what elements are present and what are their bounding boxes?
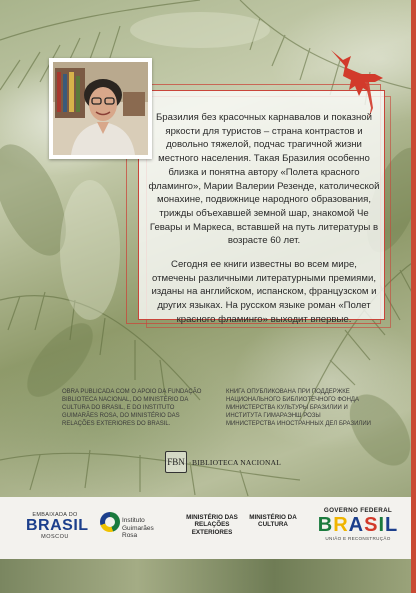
government-wordmark <box>314 514 402 536</box>
wordmark-letter: A <box>348 514 365 536</box>
annotation-paragraph-2: Сегодня ее книги известны во всем мире, отмечены различными литературными премиями, изданы на английском, испанском, французском и других языках. На русском языке роман «Полет красного фламинго» выходит впервые. <box>151 259 377 325</box>
annotation-text <box>148 111 380 337</box>
embassy-line-2: BRASIL <box>26 517 89 534</box>
wordmark-letter: S <box>364 514 379 536</box>
instituto-emblem-icon <box>100 512 120 532</box>
wordmark-letter: L <box>385 514 399 536</box>
ministry-relations-line-2: RELAÇÕES <box>194 521 230 529</box>
ministry-relations-line-3: EXTERIORES <box>191 528 233 536</box>
ministry-culture-logo <box>248 514 298 529</box>
embassy-line-3: MOSCOU <box>41 534 69 540</box>
federal-government-logo <box>314 507 402 541</box>
author-photo <box>49 58 152 159</box>
library-name: BIBLIOTECA NACIONAL <box>192 457 282 467</box>
bottom-foliage-strip <box>0 559 411 593</box>
wordmark-letter: B <box>317 514 334 536</box>
instituto-line-2: Guimarães Rosa <box>122 524 154 539</box>
embassy-logo <box>26 512 89 540</box>
library-seal-icon: FBN <box>165 451 187 473</box>
wordmark-letter: I <box>378 514 386 536</box>
ministry-culture-line-1: MINISTÉRIO DA <box>249 514 297 521</box>
instituto-line-1: Instituto <box>122 517 145 524</box>
biblioteca-nacional-logo <box>165 451 281 473</box>
government-line-1: GOVERNO FEDERAL <box>323 507 393 514</box>
annotation-paragraph-1: Бразилия без красочных карнавалов и показной яркости для туристов – страна контрастов и довольно тяжелой, подчас трагичной жизни местного населения. Такая Бразилия особенно близка и понятна автору «Полета красного фламинго», Марии Валерии Резенде, католической монахине, подвижнице народного образования, трижды объехавшей земной шар, знакомой Че Гевары и Маркеса, вставшей на путь литературы в возрасте 60 лет. <box>148 112 380 247</box>
spine-edge <box>411 0 416 593</box>
instituto-name <box>122 517 170 540</box>
government-slogan: UNIÃO E RECONSTRUÇÃO <box>325 536 391 541</box>
ministry-relations-line-1: MINISTÉRIO DAS <box>186 514 238 521</box>
ministry-culture-line-2: CULTURA <box>258 521 288 529</box>
support-note-portuguese: OBRA PUBLICADA COM O APOIO DA FUNDAÇÃO BIBLIOTECA NACIONAL, DO MINISTÉRIO DA CULTURA DO BRASIL, E DO INSTITUTO GUIMARÃES ROSA, DO MINISTÉRIO DAS RELAÇÕES EXTERIORES DO BRASIL. <box>62 389 202 427</box>
flamingo-silhouette-icon <box>325 48 387 120</box>
embassy-line-1: EMBAIXADA DO <box>32 512 78 518</box>
ministry-external-relations-logo <box>182 514 242 536</box>
wordmark-letter: R <box>333 514 349 536</box>
support-note-russian: КНИГА ОПУБЛИКОВАНА ПРИ ПОДДЕРЖКЕ НАЦИОНАЛЬНОГО БИБЛИОТЕЧНОГО ФОНДА МИНИСТЕРСТВА КУЛЬТУРЫ БРАЗИЛИИ И ИНСТИТУТА ГИМАРАЭНШ РОЗЫ МИНИСТЕРСТВА ИНОСТРАННЫХ ДЕЛ БРАЗИЛИИ <box>226 389 371 427</box>
instituto-guimaraes-rosa-logo <box>100 511 170 539</box>
